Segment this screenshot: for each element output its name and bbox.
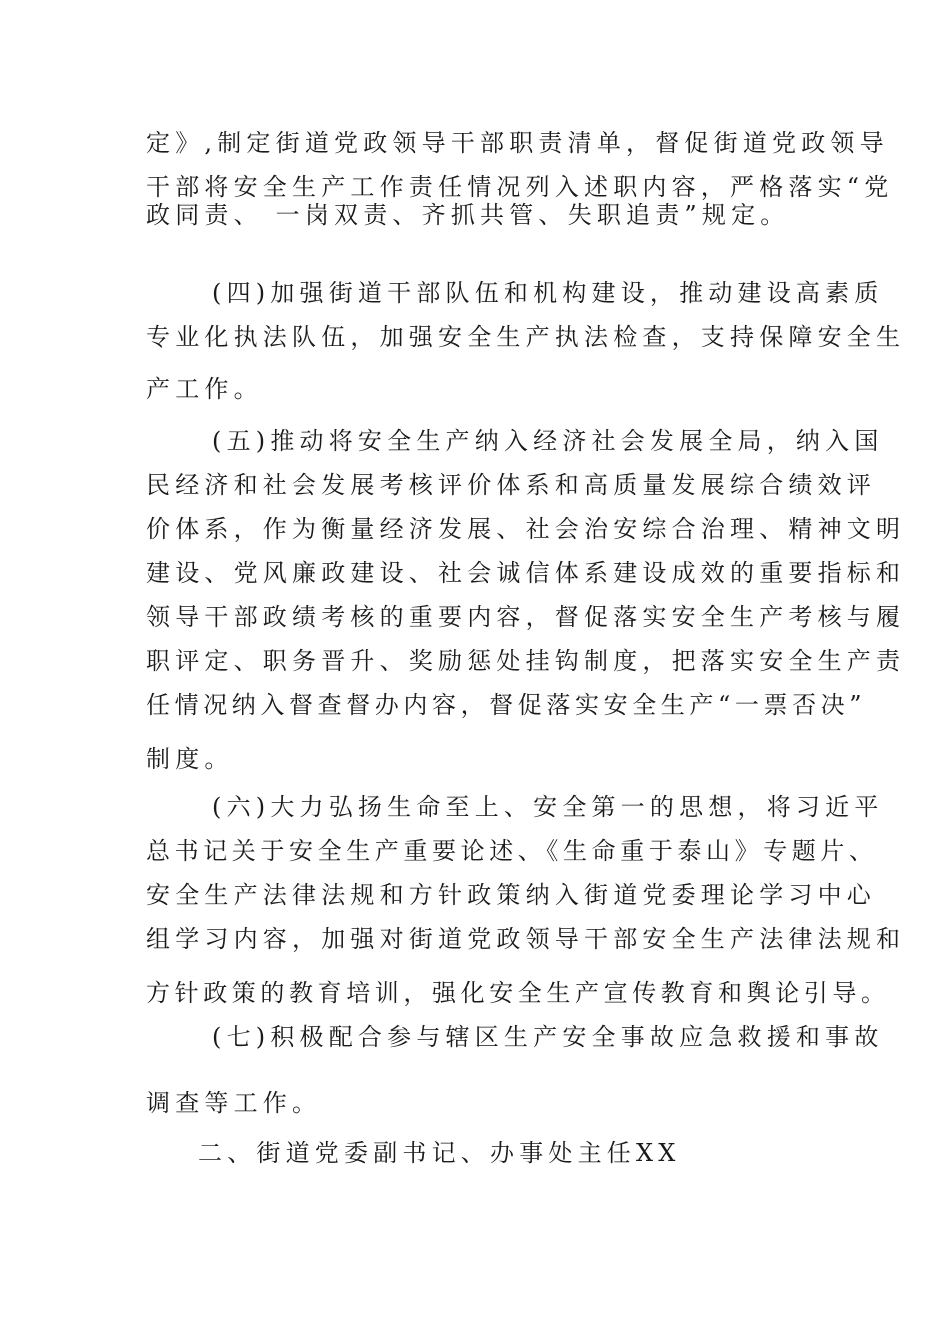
text-line: 制度。 — [146, 745, 234, 773]
text-line: (四)加强街道干部队伍和机构建设，推动建设高素质 — [212, 279, 884, 307]
text-line: 产工作。 — [146, 375, 263, 403]
text-line: 安全生产法律法规和方针政策纳入街道党委理论学习中心 — [146, 881, 876, 909]
text-line: 干部将安全生产工作责任情况列入述职内容，严格落实“党 — [146, 173, 894, 201]
text-line: (五)推动将安全生产纳入经济社会发展全局，纳入国 — [212, 427, 884, 455]
text-line: 专业化执法队伍，加强安全生产执法检查，支持保障安全生 — [146, 323, 906, 351]
text-line: (七)积极配合参与辖区生产安全事故应急救援和事故 — [212, 1023, 884, 1051]
text-line: 政同责、 一岗双责、齐抓共管、失职追责”规定。 — [146, 201, 790, 229]
text-line: 组学习内容，加强对街道党政领导干部安全生产法律法规和 — [146, 925, 906, 953]
section-heading: 二、街道党委副书记、办事处主任XX — [198, 1139, 681, 1167]
text-line: 领导干部政绩考核的重要内容，督促落实安全生产考核与履 — [146, 603, 906, 631]
text-line: 职评定、职务晋升、奖励惩处挂钩制度，把落实安全生产责 — [146, 647, 906, 675]
text-line: 建设、党风廉政建设、社会诚信体系建设成效的重要指标和 — [146, 559, 906, 587]
text-line: (六)大力弘扬生命至上、安全第一的思想，将习近平 — [212, 793, 884, 821]
text-line: 定》,制定街道党政领导干部职责清单，督促街道党政领导 — [146, 129, 889, 157]
text-line: 调查等工作。 — [146, 1089, 322, 1117]
text-line: 民经济和社会发展考核评价体系和高质量发展综合绩效评 — [146, 471, 876, 499]
text-line: 方针政策的教育培训，强化安全生产宣传教育和舆论引导。 — [146, 979, 890, 1007]
text-line: 价体系，作为衡量经济发展、社会治安综合治理、精神文明 — [146, 515, 906, 543]
text-line: 总书记关于安全生产重要论述、《生命重于泰山》专题片、 — [146, 837, 878, 865]
text-line: 任情况纳入督查督办内容，督促落实安全生产“一票否决” — [146, 691, 867, 719]
